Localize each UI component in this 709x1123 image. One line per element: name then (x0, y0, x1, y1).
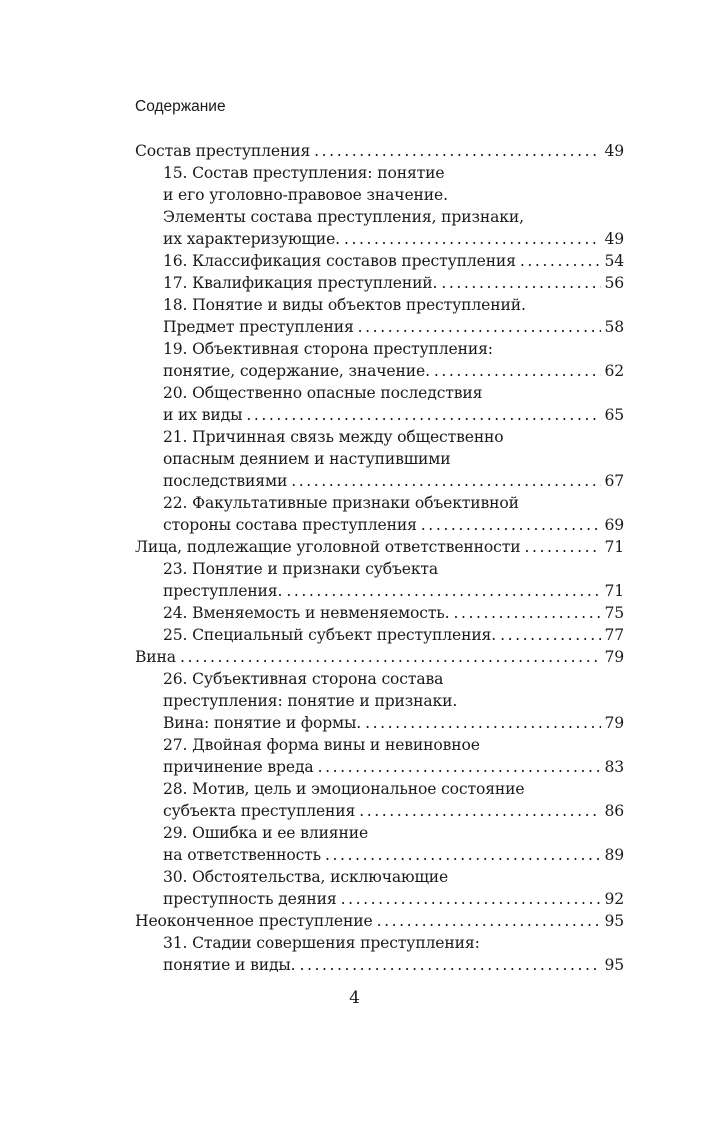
toc-entry-text: опасным деянием и наступившими (163, 450, 451, 468)
toc-entry-text: Лица, подлежащие уголовной ответственности (135, 538, 521, 556)
toc-entry-line (135, 822, 624, 844)
toc-entry-line (135, 844, 624, 866)
toc-entry-text: Неоконченное преступление (135, 912, 373, 930)
toc-entry-text: понятие и виды. (163, 956, 296, 974)
dot-leader (358, 316, 602, 338)
dot-leader (325, 844, 601, 866)
toc-entry-line (135, 668, 624, 690)
toc-page-number: 71 (604, 582, 624, 600)
toc-entry-text: Состав преступления (135, 142, 311, 160)
toc-page-number: 77 (604, 626, 624, 644)
toc-entry-line (135, 426, 624, 448)
toc-page-number: 95 (604, 956, 624, 974)
toc-entry-line (135, 558, 624, 580)
dot-leader (520, 250, 602, 272)
toc-page-number: 92 (604, 890, 624, 908)
toc-page-number: 75 (604, 604, 624, 622)
toc-page-number: 49 (604, 230, 624, 248)
toc-entry-line (135, 778, 624, 800)
dot-leader (291, 470, 601, 492)
toc-page-number: 79 (604, 714, 624, 732)
toc-page-number: 56 (604, 274, 624, 292)
toc-page-number: 49 (604, 142, 624, 160)
toc-page-number: 86 (604, 802, 624, 820)
toc-page-number: 58 (604, 318, 624, 336)
toc-entry-line (135, 470, 624, 492)
dot-leader (344, 228, 601, 250)
toc-entry-line (135, 734, 624, 756)
toc-entry-line (135, 690, 624, 712)
toc-entry-text: 29. Ошибка и ее влияние (163, 824, 369, 842)
toc-entry-line (135, 404, 624, 426)
toc-entry-line (135, 184, 624, 206)
toc-entry-line (135, 272, 624, 294)
toc-entry-text: Вина (135, 648, 176, 666)
toc-section (135, 910, 624, 932)
toc-page-number: 89 (604, 846, 624, 864)
dot-leader (421, 514, 602, 536)
toc-entry-line (135, 514, 624, 536)
dot-leader (500, 624, 601, 646)
dot-leader (441, 272, 601, 294)
toc-entry-line (135, 206, 624, 228)
toc-entry-text: преступления: понятие и признаки. (163, 692, 458, 710)
toc-entry-line (135, 888, 624, 910)
toc-entry-line (135, 756, 624, 778)
toc-entry-text: 28. Мотив, цель и эмоциональное состояние (163, 780, 525, 798)
toc-entry-text: преступность деяния (163, 890, 337, 908)
toc-entry-text: 27. Двойная форма вины и невиновное (163, 736, 480, 754)
toc-section (135, 646, 624, 668)
toc-entry-line (135, 338, 624, 360)
toc-page-number: 79 (604, 648, 624, 666)
toc-entry-text: 25. Специальный субъект преступления. (163, 626, 497, 644)
dot-leader (246, 404, 601, 426)
toc-entry-text: 30. Обстоятельства, исключающие (163, 868, 449, 886)
toc-entry-text: 24. Вменяемость и невменяемость. (163, 604, 450, 622)
table-of-contents (135, 140, 624, 976)
toc-entry-text: последствиями (163, 472, 288, 490)
running-header: Содержание (135, 98, 226, 115)
toc-entry-text: и их виды (163, 406, 243, 424)
toc-entry-text: 16. Классификация составов преступления (163, 252, 516, 270)
toc-entry-line (135, 602, 624, 624)
toc-entry-text: 22. Факультативные признаки объективной (163, 494, 519, 512)
dot-leader (359, 800, 601, 822)
dot-leader (341, 888, 602, 910)
dot-leader (377, 910, 602, 932)
dot-leader (318, 756, 602, 778)
dot-leader (180, 646, 602, 668)
toc-entry-line (135, 316, 624, 338)
toc-entry-text: субъекта преступления (163, 802, 356, 820)
toc-section (135, 536, 624, 558)
toc-entry-line (135, 250, 624, 272)
toc-entry-text: 23. Понятие и признаки субъекта (163, 560, 439, 578)
toc-entry-line (135, 580, 624, 602)
toc-entry-line (135, 954, 624, 976)
dot-leader (434, 360, 602, 382)
toc-entry-text: причинение вреда (163, 758, 314, 776)
toc-entry-text: Вина: понятие и формы. (163, 714, 362, 732)
toc-entry-line (135, 800, 624, 822)
toc-entry-line (135, 866, 624, 888)
toc-entry-text: их характеризующие. (163, 230, 340, 248)
toc-entry-text: Предмет преступления (163, 318, 354, 336)
toc-page-number: 67 (604, 472, 624, 490)
toc-entry-text: понятие, содержание, значение. (163, 362, 430, 380)
toc-entry-line (135, 712, 624, 734)
dot-leader (524, 536, 601, 558)
toc-entry-text: преступления. (163, 582, 283, 600)
toc-entry-text: 15. Состав преступления: понятие (163, 164, 445, 182)
toc-entry-line (135, 294, 624, 316)
toc-entry-text: стороны состава преступления (163, 516, 417, 534)
dot-leader (299, 954, 601, 976)
toc-entry-line (135, 932, 624, 954)
toc-entry-text: 21. Причинная связь между общественно (163, 428, 504, 446)
toc-entry-line (135, 228, 624, 250)
toc-entry-line (135, 382, 624, 404)
toc-section (135, 140, 624, 162)
toc-page-number: 62 (604, 362, 624, 380)
toc-page-number: 95 (604, 912, 624, 930)
toc-entry-text: и его уголовно-правовое значение. (163, 186, 448, 204)
toc-entry-line (135, 360, 624, 382)
toc-entry-text: 17. Квалификация преступлений. (163, 274, 438, 292)
toc-page-number: 83 (604, 758, 624, 776)
toc-page-number: 69 (604, 516, 624, 534)
toc-entry-text: 18. Понятие и виды объектов преступлений. (163, 296, 526, 314)
dot-leader (314, 140, 601, 162)
dot-leader (365, 712, 601, 734)
toc-entry-text: 19. Объективная сторона преступления: (163, 340, 493, 358)
toc-entry-text: 31. Стадии совершения преступления: (163, 934, 480, 952)
toc-entry-text: на ответственность (163, 846, 321, 864)
toc-page-number: 54 (604, 252, 624, 270)
toc-entry-line (135, 624, 624, 646)
toc-entry-line (135, 448, 624, 470)
toc-entry-line (135, 492, 624, 514)
toc-entry-text: Элементы состава преступления, признаки, (163, 208, 524, 226)
toc-entry-line (135, 162, 624, 184)
toc-page-number: 71 (604, 538, 624, 556)
toc-page-number: 65 (604, 406, 624, 424)
dot-leader (286, 580, 601, 602)
page-number: 4 (349, 988, 360, 1008)
toc-entry-text: 26. Субъективная сторона состава (163, 670, 444, 688)
dot-leader (453, 602, 601, 624)
toc-entry-text: 20. Общественно опасные последствия (163, 384, 483, 402)
